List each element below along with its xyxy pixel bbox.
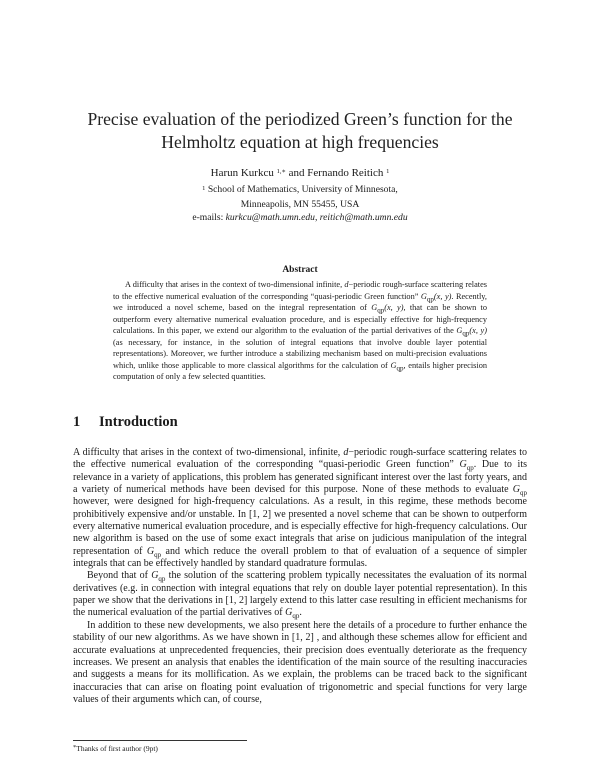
author-name: Fernando Reitich bbox=[307, 167, 384, 179]
author-separator: and bbox=[288, 167, 305, 179]
affiliation-line-1: School of Mathematics, University of Minnesota, bbox=[207, 184, 398, 195]
footnote-rule bbox=[73, 740, 247, 741]
footnote bbox=[73, 744, 158, 754]
author-list bbox=[60, 166, 540, 180]
author-name: Harun Kurkcu bbox=[210, 167, 274, 179]
author-emails bbox=[60, 211, 540, 225]
abstract-heading: Abstract bbox=[282, 265, 318, 275]
abstract-text-segment: (as necessary, for instance, in the solution of integral equations that involve double layer potential representations). Moreover, we further introduce a stabilizing mechanism based on multi-precision evaluations which, unlike those applicable to more classical algorithms for the calculation of bbox=[113, 337, 487, 370]
abstract-text-segment: A difficulty that arises in the context of two-dimensional infinite, bbox=[125, 280, 345, 289]
body-text bbox=[73, 447, 527, 706]
math-gqp: $G_{qp}$ bbox=[146, 545, 162, 559]
title-line-1: Precise evaluation of the periodized Green’s function for the bbox=[87, 109, 513, 129]
abstract-text-segment: −periodic rough-surface scattering relates to the effective numerical evaluation of the corresponding “quasi-periodic Green function” bbox=[113, 280, 488, 301]
footnote-text: Thanks of first author (9pt) bbox=[76, 744, 158, 753]
math-gqp: $G_{qp}$ bbox=[459, 459, 474, 473]
section-number: 1 bbox=[73, 414, 81, 430]
email-link[interactable]: kurkcu@math.umn.edu bbox=[225, 212, 315, 223]
math-gqp: $G_{qp}(x$, y) bbox=[371, 303, 404, 315]
email-separator: , bbox=[314, 212, 318, 223]
paragraph: In addition to these new developments, we also present here the details of a procedure to further enhance the stability of our new algorithms. As we have shown in [1, 2] , and although these schemes allow for efficient and accurate evaluations at unprecedented frequencies, their precision does eventually deteriorate as the frequency increases. We present an analysis that enables the identification of the main source of the resulting inaccuracies and suggests a means for its mollification. As we explain, the problems can be traced back to the significant inaccuracies that can arise on floating point evaluation of trigonometric and special functions for very large values of their arguments which can, of course, bbox=[73, 619, 527, 705]
author-affil-mark: 1 bbox=[386, 168, 390, 175]
math-gqp: $G_{qp}$ bbox=[151, 570, 166, 584]
email-link[interactable]: reitich@math.umn.edu bbox=[319, 212, 408, 223]
paper-title bbox=[60, 108, 540, 154]
math-symbol: d bbox=[344, 280, 349, 289]
affiliation-line-2: Minneapolis, MN 55455, USA bbox=[240, 199, 360, 210]
abstract-text-segment: . Recently, we introduced a novel scheme, based on the integral representation of bbox=[113, 291, 487, 313]
section-title: Introduction bbox=[99, 414, 178, 430]
emails-prefix: e-mails: bbox=[192, 212, 224, 223]
affiliation bbox=[60, 182, 540, 212]
math-gqp: $G_{qp}(x$, y) bbox=[456, 326, 487, 338]
affiliation-mark: 1 bbox=[202, 185, 206, 192]
section-heading bbox=[73, 413, 178, 431]
abstract-text-segment: , entails higher precision computation of only a few selected quantities. bbox=[113, 360, 487, 382]
abstract-text bbox=[113, 279, 487, 383]
abstract-text-segment: , that can be shown to outperform every alternative numerical evaluation procedure, and is especially effective for high-frequency calculations. In this paper, we extend our algorithm to the evaluation of the partial derivatives of the bbox=[113, 303, 487, 336]
footnote-mark: * bbox=[73, 744, 77, 751]
math-gqp: $G_{qp}$ bbox=[390, 360, 404, 373]
math-gqp: $G_{qp}(x$, y) bbox=[420, 291, 452, 304]
paragraph: A difficulty that arises in the context of two-dimensional, infinite, d−periodic rough-surface scattering relates to the effective numerical evaluation of the corresponding “quasi-periodic Green function” $G_{qp}$. Due to its relevance in a variety of applications, this problem has generated significant interest over the last forty years, and a variety of numerical methods have been devised for this purpose. None of these methods to evaluate $G_{qp}$ however, were designed for high-frequency calculations. As a result, in this regime, these methods become prohibitively expensive and/or unstable. In [1, 2] we presented a novel scheme that can be shown to outperform every alternative numerical evaluation procedure, and is especially effective for high-frequency calculations. Our new algorithm is based on the use of some exact integrals that arise on judicious manipulation of the integral representation of $G_{qp}$ and which reduce the overall problem to that of evaluation of a sequence of simpler integrals that can be effectively handled by standard quadrature formulas. bbox=[73, 447, 527, 570]
paragraph: Beyond that of $G_{qp}$ the solution of the scattering problem typically necessitates the evaluation of its normal derivatives (e.g. in connection with integral equations that rely on double layer potential representation). In this paper we show that the derivations in [1, 2] largely extend to this latter case resulting in efficient mechanisms for the numerical evaluation of the partial derivatives of $G_{qp}$. bbox=[73, 570, 527, 621]
author-affil-mark: 1,∗ bbox=[276, 168, 286, 175]
title-line-2: Helmholtz equation at high frequencies bbox=[161, 132, 439, 152]
math-gqp: $G_{qp}$ bbox=[285, 607, 300, 621]
math-gqp: $G_{qp}$ bbox=[512, 484, 527, 498]
